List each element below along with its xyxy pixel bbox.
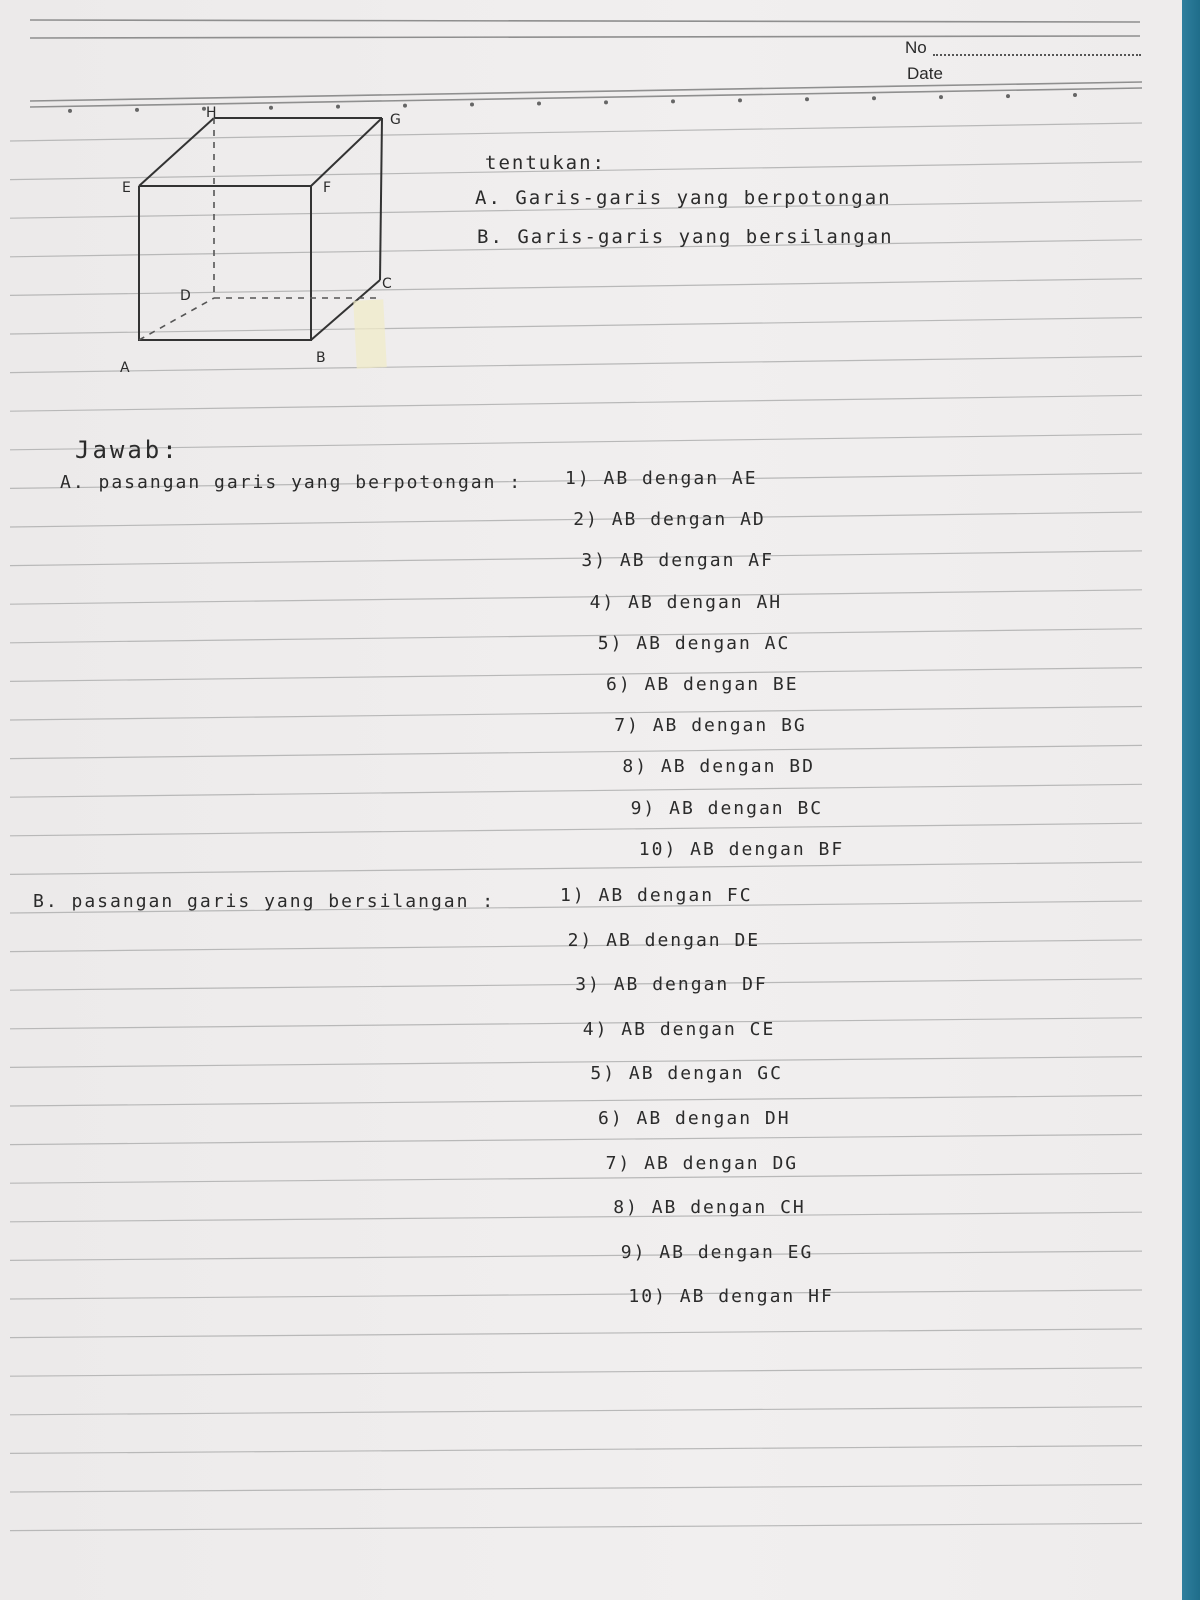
edge-GC xyxy=(380,118,382,280)
ruled-dot xyxy=(738,98,742,102)
cube-front-face xyxy=(139,186,311,340)
answer-heading: Jawab: xyxy=(75,436,180,464)
part-b-item: 9) AB dengan EG xyxy=(620,1241,814,1263)
edge-EH xyxy=(139,118,214,186)
vertex-label-d: D xyxy=(180,288,191,304)
part-a-item: 6) AB dengan BE xyxy=(606,674,799,695)
ruled-line xyxy=(10,1018,1142,1029)
ruled-line xyxy=(10,745,1142,758)
part-b-item: 2) AB dengan DE xyxy=(567,929,761,951)
part-a-item: 7) AB dengan BG xyxy=(614,715,807,737)
ruled-dot xyxy=(1073,93,1077,97)
ruled-line xyxy=(10,784,1142,797)
question-intro: tentukan: xyxy=(485,152,606,174)
date-label: Date xyxy=(907,64,943,83)
part-a-item: 4) AB dengan AH xyxy=(589,591,783,613)
ruled-dot xyxy=(537,101,541,105)
no-field-line xyxy=(933,54,1141,56)
vertex-label-a: A xyxy=(120,360,130,376)
ruled-dot xyxy=(872,96,876,100)
vertex-label-f: F xyxy=(323,180,332,196)
ruled-dot xyxy=(939,95,943,99)
ruled-line xyxy=(10,823,1142,836)
ruled-line xyxy=(10,1134,1142,1144)
ruled-line xyxy=(10,1212,1142,1222)
ruled-dot xyxy=(68,109,72,113)
question-item-a: A. Garis-garis yang berpotongan xyxy=(475,187,892,209)
ruled-dot xyxy=(805,97,809,101)
part-a-item: 9) AB dengan BC xyxy=(630,797,824,819)
ruled-line xyxy=(10,1251,1142,1260)
ruled-line xyxy=(10,395,1142,411)
ruled-dot xyxy=(604,100,608,104)
ruled-line xyxy=(10,1290,1142,1299)
question-item-b: B. Garis-garis yang bersilangan xyxy=(477,226,894,248)
ruled-line xyxy=(10,590,1142,604)
notebook-cover-edge xyxy=(1182,0,1200,1600)
ruled-line xyxy=(10,1485,1142,1493)
part-a-item: 1) AB dengan AE xyxy=(565,468,758,489)
edge-AD-hidden xyxy=(139,298,214,340)
part-b-item: 3) AB dengan DF xyxy=(575,974,768,996)
part-b-item: 7) AB dengan DG xyxy=(605,1152,799,1174)
ruled-line xyxy=(10,1523,1142,1530)
part-a-item: 5) AB dengan AC xyxy=(597,632,791,654)
part-b-label: B. pasangan garis yang bersilangan : xyxy=(33,891,496,912)
ruled-line xyxy=(10,1407,1142,1415)
ruled-line xyxy=(10,1096,1142,1107)
vertex-label-c: C xyxy=(382,276,392,292)
ruled-line xyxy=(10,1173,1142,1183)
ruled-line xyxy=(10,1368,1142,1376)
part-a-label: A. pasangan garis yang berpotongan : xyxy=(60,472,523,493)
vertex-label-e: E xyxy=(122,180,131,196)
ruled-line xyxy=(10,629,1142,643)
part-a-item: 10) AB dengan BF xyxy=(638,838,845,860)
ruled-line xyxy=(10,707,1142,721)
vertex-label-h: H xyxy=(206,105,217,121)
part-b-item: 1) AB dengan FC xyxy=(560,885,753,906)
part-b-item: 6) AB dengan DH xyxy=(598,1108,791,1129)
vertex-label-g: G xyxy=(390,112,401,128)
ruled-line xyxy=(10,551,1142,566)
ruled-line xyxy=(10,1446,1142,1454)
tape-strip xyxy=(353,299,387,368)
ruled-line xyxy=(10,1329,1142,1338)
part-a-item: 8) AB dengan BD xyxy=(622,756,815,778)
ruled-dot xyxy=(470,103,474,107)
ruled-line xyxy=(10,668,1142,682)
part-b-item: 5) AB dengan GC xyxy=(590,1063,783,1085)
ruled-line xyxy=(30,36,1140,38)
edge-FG xyxy=(311,118,382,186)
part-a-item: 3) AB dengan AF xyxy=(581,550,774,572)
ruled-line xyxy=(30,20,1140,22)
ruled-dot xyxy=(1006,94,1010,98)
ruled-line xyxy=(10,862,1142,874)
part-b-item: 8) AB dengan CH xyxy=(613,1197,806,1219)
ruled-line xyxy=(10,1057,1142,1068)
ruled-dot xyxy=(671,99,675,103)
ruled-line xyxy=(10,434,1142,450)
part-b-item: 10) AB dengan HF xyxy=(628,1286,834,1308)
vertex-label-b: B xyxy=(316,350,326,366)
no-label: No xyxy=(905,38,927,57)
part-b-item: 4) AB dengan CE xyxy=(582,1018,776,1040)
part-a-item: 2) AB dengan AD xyxy=(573,509,766,531)
